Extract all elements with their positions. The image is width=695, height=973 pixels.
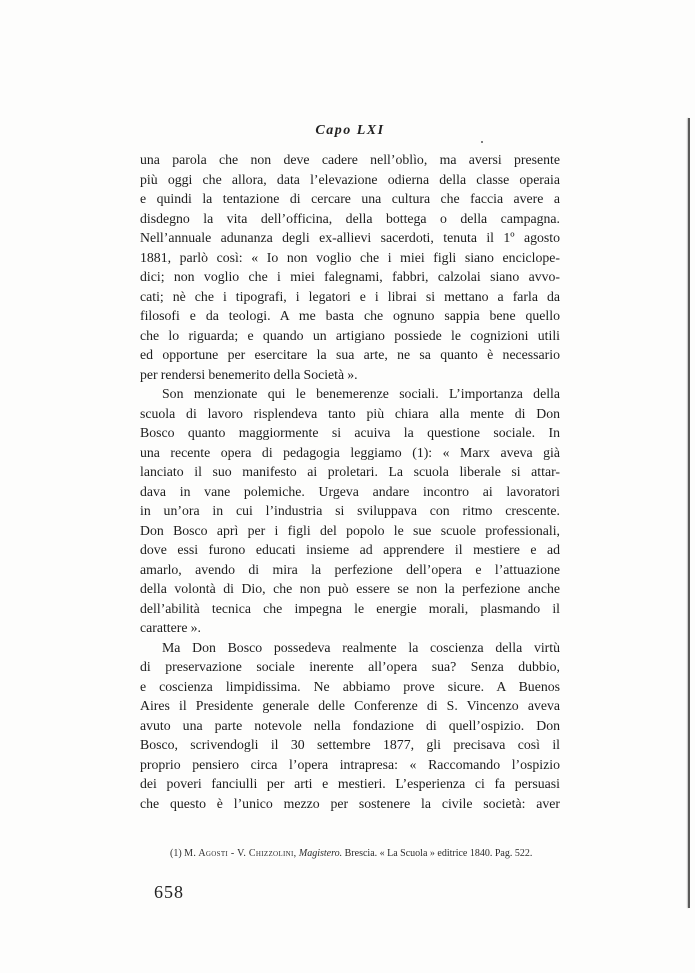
text-line: e quindi la tentazione di cercare una cultura che faccia avere a bbox=[140, 191, 560, 206]
text-line: di preservazione sociale inerente all’opera sua? Senza dubbio, bbox=[140, 659, 560, 674]
scan-speck bbox=[481, 141, 483, 143]
text-line: avuto una parte notevole nella fondazione di quell’ospizio. Don bbox=[140, 717, 560, 733]
body-text bbox=[140, 150, 560, 813]
text-line: dici; non voglio che i miei falegnami, fabbri, calzolai siano avvo- bbox=[140, 269, 560, 284]
text-line: Don Bosco aprì per i figli del popolo le sue scuole professionali, bbox=[140, 522, 560, 538]
text-line: 1881, parlò così: « Io non voglio che i miei figli siano enciclope- bbox=[140, 249, 560, 265]
text-line: carattere ». bbox=[140, 620, 201, 635]
text-line: Ma Don Bosco possedeva realmente la coscienza della virtù bbox=[162, 639, 560, 655]
text-line: dava in vane polemiche. Urgeva andare incontro ai lavoratori bbox=[140, 483, 560, 499]
footnote-source: Brescia. « La Scuola » editrice 1840. Pag. 522. bbox=[344, 848, 533, 859]
text-line: scuola di lavoro risplendeva tanto più chiara alla mente di Don bbox=[140, 405, 560, 421]
text-line: più oggi che allora, data l’elevazione odierna della classe operaia bbox=[140, 171, 560, 187]
footnote-title: Magistero. bbox=[298, 848, 343, 859]
text-line: filosofi e da teologi. A me basta che ognuno sappia bene quello bbox=[140, 308, 560, 323]
text-line: ed opportune per esercitare la sua arte, ne sa quanto è necessario bbox=[140, 347, 560, 362]
text-line: Nell’annuale adunanza degli ex-allievi sacerdoti, tenuta il 1º agosto bbox=[140, 230, 560, 245]
page-edge-shadow bbox=[688, 118, 690, 908]
text-line: per rendersi benemerito della Società ». bbox=[140, 366, 358, 382]
footnote bbox=[158, 847, 640, 860]
text-line: che questo è l’unico mezzo per sostenere la civile società: aver bbox=[140, 795, 560, 811]
footnote-marker: (1) bbox=[170, 848, 182, 859]
text-line: una parola che non deve cadere nell’oblìo, ma aversi presente bbox=[140, 152, 560, 167]
text-line: dove essi furono educati insieme ad apprendere il mestiere e ad bbox=[140, 542, 560, 557]
text-line: e coscienza limpidissima. Ne abbiamo prove sicure. A Buenos bbox=[140, 678, 560, 694]
text-line: dei poveri fanciulli per arti e mestieri. L’esperienza ci fa persuasi bbox=[140, 776, 560, 791]
text-line: Aires il Presidente generale delle Conferenze di S. Vincenzo aveva bbox=[140, 698, 560, 713]
text-line: disdegno la vita dell’officina, della bottega o della campagna. bbox=[140, 210, 560, 226]
text-line: Bosco quanto maggiormente si acuiva la questione sociale. In bbox=[140, 425, 560, 440]
text-line: in un’ora in cui l’industria si sviluppava con ritmo crescente. bbox=[140, 503, 560, 518]
text-line: Son menzionate qui le benemerenze sociali. L’importanza della bbox=[162, 386, 560, 401]
text-line: proprio pensiero circa l’opera intrapresa: « Raccomando l’ospizio bbox=[140, 756, 560, 772]
page-number: 658 bbox=[154, 882, 184, 902]
text-line: Bosco, scrivendogli il 30 settembre 1877, gli precisava così il bbox=[140, 737, 560, 752]
chapter-heading: Capo LXI bbox=[315, 123, 385, 138]
text-line: che lo riguarda; e quando un artigiano possiede le cognizioni utili bbox=[140, 327, 560, 343]
footnote-authors: M. Agosti - V. Chizzolini, bbox=[184, 848, 297, 859]
text-line: della volontà di Dio, che non può essere se non la perfezione anche bbox=[140, 581, 560, 596]
text-line: una recente opera di pedagogia leggiamo (1): « Marx aveva già bbox=[140, 444, 560, 460]
text-line: lanciato il suo manifesto ai proletari. La scuola liberale si attar- bbox=[140, 464, 560, 479]
text-line: dell’abilità tecnica che impegna le energie morali, plasmando il bbox=[140, 600, 560, 616]
text-line: cati; nè che i tipografi, i legatori e i librai si mettano a farla da bbox=[140, 288, 560, 304]
text-line: amarlo, avendo di mira la perfezione dell’opera e l’attuazione bbox=[140, 561, 560, 577]
